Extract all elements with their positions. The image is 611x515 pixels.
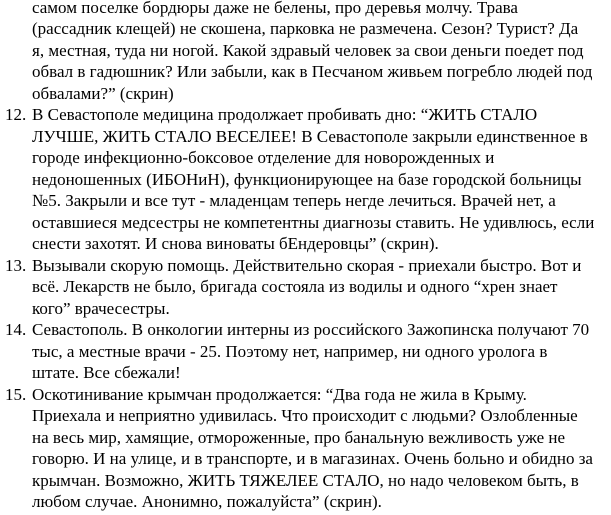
text-line: Оскотинивание крымчан продолжается: “Два года не жила в Крыму. <box>32 384 527 404</box>
text-line: (рассадник клещей) не скошена, парковка не размечена. Сезон? Турист? Да <box>32 19 579 38</box>
text-line: снести захотят. И снова виноваты бЕндеровцы” (скрин). <box>32 234 439 253</box>
text-line: всё. Лекарств не было, бригада состояла из водилы и одного “хрен знает <box>32 277 558 296</box>
text-line: кого” врачесестры. <box>32 298 170 318</box>
text-line: тыс, а местные врачи - 25. Поэтому нет, например, ни одного уролога в <box>32 341 548 361</box>
text-line: В Севастополе медицина продолжает пробивать дно: “ЖИТЬ СТАЛО <box>32 105 538 124</box>
text-line: оставшиеся медсестры не компетентны диагнозы ставить. Не удивлюсь, если <box>32 212 595 232</box>
text-line: самом поселке бордюры даже не белены, про деревья молчу. Трава <box>32 0 518 17</box>
text-line: любом случае. Анонимно, пожалуйста” (скрин). <box>32 492 382 511</box>
text-line: на весь мир, хамящие, отмороженные, про банальную вежливость уже не <box>32 427 566 447</box>
list-item-number: 15. <box>5 384 27 404</box>
text-line: №5. Закрыли и все тут - младенцам теперь негде лечиться. Врачей нет, а <box>32 191 556 210</box>
text-line: Севастополь. В онкологии интерны из российского Зажопинска получают 70 <box>32 320 590 339</box>
text-line: штате. Все сбежали! <box>32 363 181 382</box>
text-line: крымчан. Возможно, ЖИТЬ ТЯЖЕЛЕЕ СТАЛО, но надо человеком быть, в <box>32 470 579 490</box>
list-item-number: 14. <box>5 320 27 339</box>
text-line: обвалами?” (скрин) <box>32 83 174 103</box>
text-line: говорю. И на улице, и в транспорте, и в магазинах. Очень больно и обидно за <box>32 449 593 468</box>
list-item-number: 12. <box>5 105 27 124</box>
text-line: городе инфекционно-боксовое отделение для новорожденных и <box>32 148 495 167</box>
text-line: недоношенных (ИБОНиН), функционирующее на базе городской больницы <box>32 169 582 189</box>
text-line: Приехала и неприятно удивилась. Что происходит с людьми? Озлобленные <box>32 406 578 425</box>
text-line: Вызывали скорую помощь. Действительно скорая - приехали быстро. Вот и <box>32 255 582 275</box>
text-line: я, местная, туда ни ногой. Какой здравый человек за свои деньги поедет под <box>32 40 584 60</box>
text-line: ЛУЧШЕ, ЖИТЬ СТАЛО ВЕСЕЛЕЕ! В Севастополе закрыли единственное в <box>32 126 588 146</box>
list-item-number: 13. <box>5 255 27 275</box>
text-line: обвал в гадюшник? Или забыли, как в Песчаном живьем погребло людей под <box>32 62 593 81</box>
